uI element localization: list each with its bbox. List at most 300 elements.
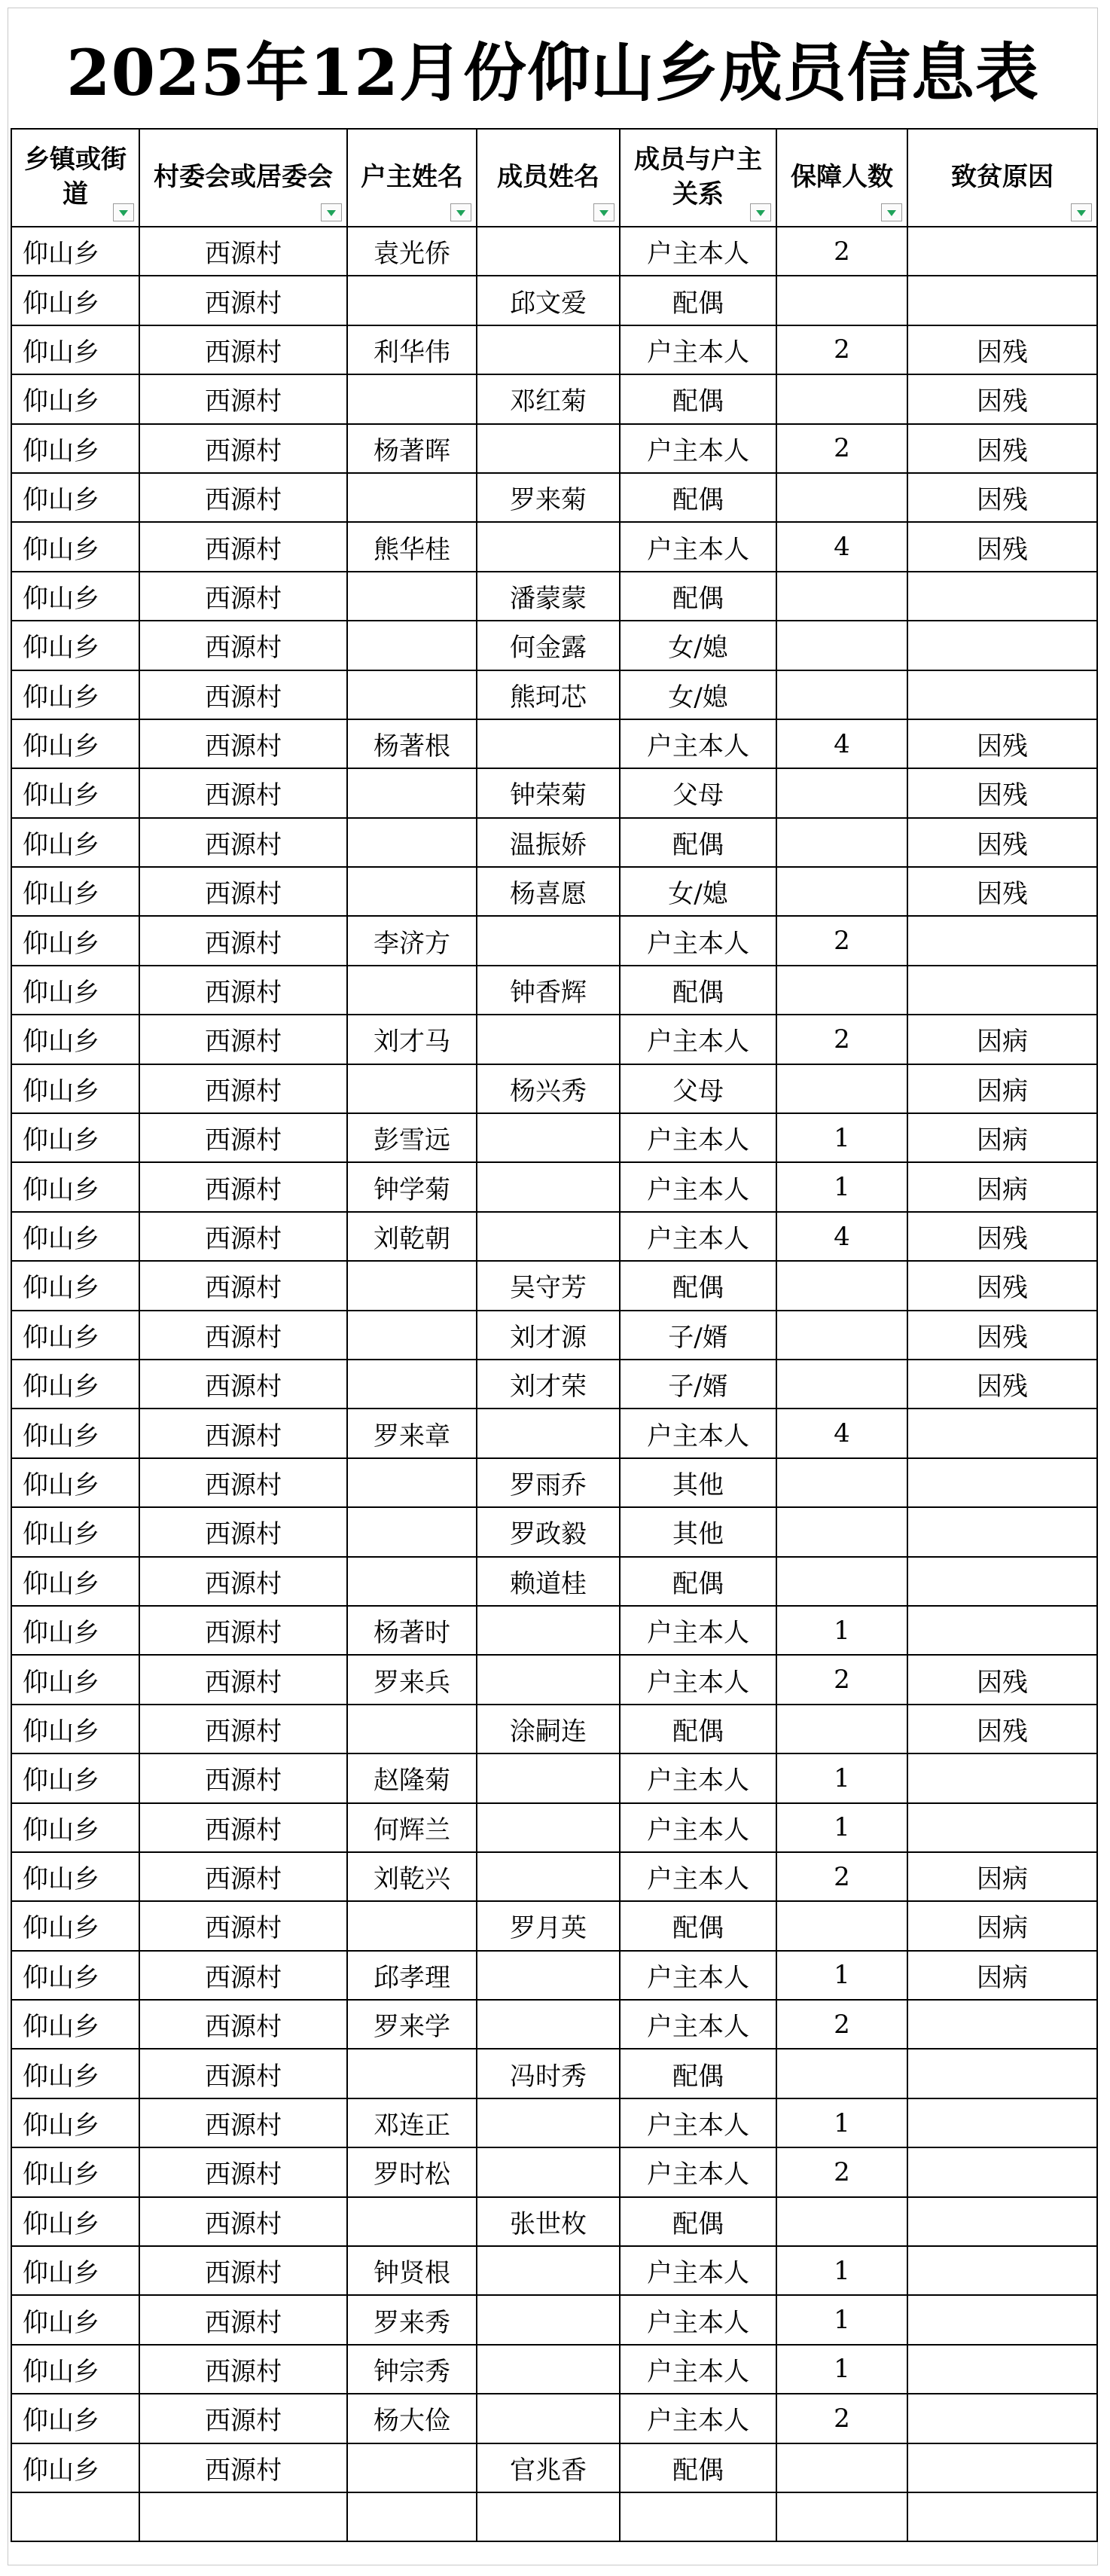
- cell-township[interactable]: 仰山乡: [11, 1507, 139, 1556]
- cell-householder[interactable]: [347, 1458, 477, 1507]
- cell-householder[interactable]: 杨著晖: [347, 424, 477, 473]
- cell-poverty-cause[interactable]: [907, 1507, 1097, 1556]
- cell-covered-count[interactable]: [776, 1705, 907, 1753]
- column-header-member[interactable]: [477, 129, 620, 227]
- cell-village[interactable]: 西源村: [139, 2295, 347, 2344]
- cell-village[interactable]: 西源村: [139, 1557, 347, 1606]
- cell-village[interactable]: 西源村: [139, 424, 347, 473]
- cell-householder[interactable]: 刘才马: [347, 1015, 477, 1064]
- cell-covered-count[interactable]: [776, 1507, 907, 1556]
- cell-relation[interactable]: 配偶: [620, 2443, 776, 2492]
- cell-village[interactable]: 西源村: [139, 2345, 347, 2394]
- cell-village[interactable]: 西源村: [139, 2098, 347, 2147]
- cell-covered-count[interactable]: [776, 768, 907, 817]
- cell-relation[interactable]: 配偶: [620, 276, 776, 325]
- cell-member[interactable]: 赖道桂: [477, 1557, 620, 1606]
- cell-township[interactable]: 仰山乡: [11, 374, 139, 423]
- cell-relation[interactable]: 户主本人: [620, 325, 776, 374]
- cell-village[interactable]: 西源村: [139, 2049, 347, 2098]
- cell-householder[interactable]: [347, 2443, 477, 2492]
- cell-covered-count[interactable]: [776, 1458, 907, 1507]
- cell-township[interactable]: 仰山乡: [11, 227, 139, 276]
- cell-poverty-cause[interactable]: 因残: [907, 473, 1097, 522]
- cell-covered-count[interactable]: 1: [776, 2295, 907, 2344]
- cell-relation[interactable]: 户主本人: [620, 2098, 776, 2147]
- cell-relation[interactable]: 户主本人: [620, 1951, 776, 2000]
- cell-householder[interactable]: [347, 670, 477, 719]
- filter-dropdown-icon[interactable]: [750, 203, 771, 221]
- cell-covered-count[interactable]: 2: [776, 1852, 907, 1901]
- cell-member[interactable]: 邓红菊: [477, 374, 620, 423]
- cell-householder[interactable]: 钟宗秀: [347, 2345, 477, 2394]
- cell-member[interactable]: [477, 1212, 620, 1261]
- cell-member[interactable]: 熊珂芯: [477, 670, 620, 719]
- cell-township[interactable]: 仰山乡: [11, 1261, 139, 1310]
- cell-member[interactable]: [477, 1951, 620, 2000]
- cell-member[interactable]: [477, 2098, 620, 2147]
- cell-covered-count[interactable]: 1: [776, 1162, 907, 1211]
- cell-relation[interactable]: 配偶: [620, 1557, 776, 1606]
- cell-relation[interactable]: 户主本人: [620, 1162, 776, 1211]
- cell-covered-count[interactable]: [776, 966, 907, 1015]
- empty-cell[interactable]: [776, 2492, 907, 2541]
- cell-township[interactable]: 仰山乡: [11, 1951, 139, 2000]
- cell-householder[interactable]: [347, 621, 477, 670]
- cell-member[interactable]: [477, 1162, 620, 1211]
- cell-poverty-cause[interactable]: [907, 1803, 1097, 1852]
- cell-township[interactable]: 仰山乡: [11, 522, 139, 571]
- empty-cell[interactable]: [139, 2492, 347, 2541]
- cell-village[interactable]: 西源村: [139, 1261, 347, 1310]
- empty-cell[interactable]: [347, 2492, 477, 2541]
- cell-householder[interactable]: 彭雪远: [347, 1113, 477, 1162]
- cell-member[interactable]: 吴守芳: [477, 1261, 620, 1310]
- cell-householder[interactable]: 利华伟: [347, 325, 477, 374]
- cell-covered-count[interactable]: [776, 1901, 907, 1950]
- column-header-covered-count[interactable]: [776, 129, 907, 227]
- cell-member[interactable]: [477, 1852, 620, 1901]
- cell-covered-count[interactable]: 2: [776, 325, 907, 374]
- cell-poverty-cause[interactable]: [907, 2000, 1097, 2049]
- cell-village[interactable]: 西源村: [139, 1901, 347, 1950]
- cell-covered-count[interactable]: 1: [776, 1606, 907, 1655]
- cell-relation[interactable]: 配偶: [620, 1705, 776, 1753]
- cell-covered-count[interactable]: [776, 2443, 907, 2492]
- column-header-village[interactable]: [139, 129, 347, 227]
- cell-member[interactable]: [477, 1655, 620, 1704]
- cell-covered-count[interactable]: [776, 818, 907, 867]
- cell-member[interactable]: [477, 1409, 620, 1457]
- cell-poverty-cause[interactable]: [907, 916, 1097, 965]
- cell-village[interactable]: 西源村: [139, 1311, 347, 1360]
- cell-member[interactable]: [477, 325, 620, 374]
- cell-covered-count[interactable]: 2: [776, 2000, 907, 2049]
- cell-covered-count[interactable]: [776, 276, 907, 325]
- cell-village[interactable]: 西源村: [139, 276, 347, 325]
- cell-poverty-cause[interactable]: 因残: [907, 1261, 1097, 1310]
- cell-village[interactable]: 西源村: [139, 1803, 347, 1852]
- cell-poverty-cause[interactable]: 因病: [907, 1852, 1097, 1901]
- cell-township[interactable]: 仰山乡: [11, 1458, 139, 1507]
- column-header-relation[interactable]: [620, 129, 776, 227]
- cell-poverty-cause[interactable]: [907, 621, 1097, 670]
- cell-poverty-cause[interactable]: [907, 966, 1097, 1015]
- cell-householder[interactable]: [347, 966, 477, 1015]
- cell-township[interactable]: 仰山乡: [11, 2197, 139, 2246]
- cell-relation[interactable]: 女/媳: [620, 621, 776, 670]
- cell-relation[interactable]: 户主本人: [620, 522, 776, 571]
- cell-covered-count[interactable]: 1: [776, 2345, 907, 2394]
- cell-village[interactable]: 西源村: [139, 916, 347, 965]
- cell-poverty-cause[interactable]: 因残: [907, 374, 1097, 423]
- cell-member[interactable]: 罗月英: [477, 1901, 620, 1950]
- cell-householder[interactable]: 何辉兰: [347, 1803, 477, 1852]
- filter-dropdown-icon[interactable]: [113, 203, 134, 221]
- cell-relation[interactable]: 户主本人: [620, 916, 776, 965]
- cell-covered-count[interactable]: 4: [776, 719, 907, 768]
- cell-village[interactable]: 西源村: [139, 621, 347, 670]
- cell-village[interactable]: 西源村: [139, 2000, 347, 2049]
- cell-householder[interactable]: 邓连正: [347, 2098, 477, 2147]
- cell-village[interactable]: 西源村: [139, 473, 347, 522]
- cell-householder[interactable]: [347, 1064, 477, 1113]
- column-header-township[interactable]: [11, 129, 139, 227]
- cell-relation[interactable]: 户主本人: [620, 1015, 776, 1064]
- cell-poverty-cause[interactable]: 因病: [907, 1015, 1097, 1064]
- cell-householder[interactable]: 杨著时: [347, 1606, 477, 1655]
- cell-township[interactable]: 仰山乡: [11, 768, 139, 817]
- cell-member[interactable]: [477, 2246, 620, 2295]
- cell-covered-count[interactable]: 1: [776, 1951, 907, 2000]
- cell-relation[interactable]: 配偶: [620, 2049, 776, 2098]
- cell-poverty-cause[interactable]: 因残: [907, 1655, 1097, 1704]
- cell-relation[interactable]: 父母: [620, 768, 776, 817]
- cell-village[interactable]: 西源村: [139, 818, 347, 867]
- cell-member[interactable]: [477, 227, 620, 276]
- cell-poverty-cause[interactable]: [907, 2246, 1097, 2295]
- cell-poverty-cause[interactable]: 因病: [907, 1951, 1097, 2000]
- cell-covered-count[interactable]: 1: [776, 2246, 907, 2295]
- cell-member[interactable]: 刘才荣: [477, 1360, 620, 1409]
- cell-covered-count[interactable]: 1: [776, 2098, 907, 2147]
- cell-member[interactable]: 杨喜愿: [477, 867, 620, 916]
- cell-relation[interactable]: 户主本人: [620, 2000, 776, 2049]
- cell-township[interactable]: 仰山乡: [11, 1409, 139, 1457]
- cell-township[interactable]: 仰山乡: [11, 1557, 139, 1606]
- cell-relation[interactable]: 其他: [620, 1458, 776, 1507]
- cell-relation[interactable]: 子/婿: [620, 1311, 776, 1360]
- cell-relation[interactable]: 户主本人: [620, 424, 776, 473]
- cell-covered-count[interactable]: [776, 1064, 907, 1113]
- cell-householder[interactable]: [347, 1557, 477, 1606]
- cell-poverty-cause[interactable]: 因残: [907, 1212, 1097, 1261]
- cell-township[interactable]: 仰山乡: [11, 1015, 139, 1064]
- cell-poverty-cause[interactable]: [907, 2098, 1097, 2147]
- cell-householder[interactable]: [347, 1360, 477, 1409]
- cell-relation[interactable]: 户主本人: [620, 1655, 776, 1704]
- cell-township[interactable]: 仰山乡: [11, 818, 139, 867]
- cell-poverty-cause[interactable]: [907, 1606, 1097, 1655]
- cell-village[interactable]: 西源村: [139, 1458, 347, 1507]
- cell-member[interactable]: [477, 1606, 620, 1655]
- cell-covered-count[interactable]: [776, 2049, 907, 2098]
- cell-member[interactable]: 罗来菊: [477, 473, 620, 522]
- cell-village[interactable]: 西源村: [139, 1212, 347, 1261]
- cell-township[interactable]: 仰山乡: [11, 2246, 139, 2295]
- cell-covered-count[interactable]: [776, 1360, 907, 1409]
- cell-householder[interactable]: [347, 1261, 477, 1310]
- cell-relation[interactable]: 女/媳: [620, 670, 776, 719]
- cell-poverty-cause[interactable]: 因残: [907, 1705, 1097, 1753]
- empty-cell[interactable]: [907, 2492, 1097, 2541]
- cell-householder[interactable]: [347, 867, 477, 916]
- cell-householder[interactable]: 钟贤根: [347, 2246, 477, 2295]
- cell-township[interactable]: 仰山乡: [11, 1064, 139, 1113]
- cell-covered-count[interactable]: [776, 1311, 907, 1360]
- filter-dropdown-icon[interactable]: [321, 203, 342, 221]
- cell-householder[interactable]: 赵隆菊: [347, 1753, 477, 1802]
- cell-village[interactable]: 西源村: [139, 572, 347, 621]
- cell-village[interactable]: 西源村: [139, 1655, 347, 1704]
- cell-village[interactable]: 西源村: [139, 719, 347, 768]
- cell-poverty-cause[interactable]: 因病: [907, 1162, 1097, 1211]
- cell-village[interactable]: 西源村: [139, 966, 347, 1015]
- cell-poverty-cause[interactable]: 因残: [907, 424, 1097, 473]
- cell-householder[interactable]: 罗来兵: [347, 1655, 477, 1704]
- cell-covered-count[interactable]: 2: [776, 916, 907, 965]
- cell-poverty-cause[interactable]: [907, 1409, 1097, 1457]
- cell-village[interactable]: 西源村: [139, 1951, 347, 2000]
- cell-poverty-cause[interactable]: [907, 1753, 1097, 1802]
- cell-householder[interactable]: [347, 276, 477, 325]
- cell-township[interactable]: 仰山乡: [11, 2049, 139, 2098]
- cell-township[interactable]: 仰山乡: [11, 2394, 139, 2443]
- cell-relation[interactable]: 户主本人: [620, 2147, 776, 2196]
- cell-member[interactable]: [477, 1015, 620, 1064]
- cell-poverty-cause[interactable]: 因残: [907, 867, 1097, 916]
- cell-relation[interactable]: 户主本人: [620, 2246, 776, 2295]
- cell-covered-count[interactable]: 4: [776, 522, 907, 571]
- column-header-householder[interactable]: [347, 129, 477, 227]
- cell-member[interactable]: [477, 2394, 620, 2443]
- cell-poverty-cause[interactable]: [907, 227, 1097, 276]
- cell-poverty-cause[interactable]: 因残: [907, 719, 1097, 768]
- cell-householder[interactable]: 罗来章: [347, 1409, 477, 1457]
- cell-relation[interactable]: 配偶: [620, 572, 776, 621]
- cell-householder[interactable]: [347, 2049, 477, 2098]
- cell-member[interactable]: [477, 522, 620, 571]
- cell-covered-count[interactable]: [776, 621, 907, 670]
- cell-poverty-cause[interactable]: [907, 2394, 1097, 2443]
- filter-dropdown-icon[interactable]: [1071, 203, 1092, 221]
- cell-member[interactable]: 刘才源: [477, 1311, 620, 1360]
- cell-township[interactable]: 仰山乡: [11, 621, 139, 670]
- cell-relation[interactable]: 父母: [620, 1064, 776, 1113]
- cell-village[interactable]: 西源村: [139, 670, 347, 719]
- cell-covered-count[interactable]: 2: [776, 2394, 907, 2443]
- cell-covered-count[interactable]: 2: [776, 424, 907, 473]
- cell-householder[interactable]: 罗时松: [347, 2147, 477, 2196]
- cell-township[interactable]: 仰山乡: [11, 916, 139, 965]
- cell-township[interactable]: 仰山乡: [11, 2345, 139, 2394]
- cell-householder[interactable]: 袁光侨: [347, 227, 477, 276]
- cell-township[interactable]: 仰山乡: [11, 719, 139, 768]
- cell-member[interactable]: 温振娇: [477, 818, 620, 867]
- cell-householder[interactable]: [347, 473, 477, 522]
- cell-covered-count[interactable]: 2: [776, 2147, 907, 2196]
- cell-relation[interactable]: 户主本人: [620, 1852, 776, 1901]
- cell-poverty-cause[interactable]: 因残: [907, 818, 1097, 867]
- cell-member[interactable]: [477, 2000, 620, 2049]
- cell-township[interactable]: 仰山乡: [11, 1753, 139, 1802]
- cell-township[interactable]: 仰山乡: [11, 1360, 139, 1409]
- cell-householder[interactable]: [347, 572, 477, 621]
- cell-township[interactable]: 仰山乡: [11, 1803, 139, 1852]
- cell-householder[interactable]: [347, 1507, 477, 1556]
- cell-poverty-cause[interactable]: [907, 2295, 1097, 2344]
- cell-township[interactable]: 仰山乡: [11, 2000, 139, 2049]
- cell-township[interactable]: 仰山乡: [11, 1901, 139, 1950]
- cell-township[interactable]: 仰山乡: [11, 473, 139, 522]
- cell-relation[interactable]: 子/婿: [620, 1360, 776, 1409]
- cell-covered-count[interactable]: 1: [776, 1803, 907, 1852]
- cell-householder[interactable]: [347, 2197, 477, 2246]
- cell-township[interactable]: 仰山乡: [11, 1705, 139, 1753]
- cell-village[interactable]: 西源村: [139, 1113, 347, 1162]
- cell-relation[interactable]: 配偶: [620, 374, 776, 423]
- cell-township[interactable]: 仰山乡: [11, 1162, 139, 1211]
- cell-village[interactable]: 西源村: [139, 867, 347, 916]
- cell-householder[interactable]: 熊华桂: [347, 522, 477, 571]
- cell-relation[interactable]: 户主本人: [620, 1113, 776, 1162]
- cell-member[interactable]: 涂嗣连: [477, 1705, 620, 1753]
- cell-covered-count[interactable]: 2: [776, 1015, 907, 1064]
- empty-cell[interactable]: [11, 2492, 139, 2541]
- cell-member[interactable]: 罗政毅: [477, 1507, 620, 1556]
- cell-relation[interactable]: 户主本人: [620, 1409, 776, 1457]
- cell-poverty-cause[interactable]: [907, 276, 1097, 325]
- cell-householder[interactable]: 刘乾兴: [347, 1852, 477, 1901]
- cell-village[interactable]: 西源村: [139, 2147, 347, 2196]
- cell-member[interactable]: [477, 719, 620, 768]
- cell-householder[interactable]: [347, 818, 477, 867]
- cell-poverty-cause[interactable]: [907, 2049, 1097, 2098]
- cell-householder[interactable]: [347, 1705, 477, 1753]
- cell-householder[interactable]: [347, 1311, 477, 1360]
- cell-township[interactable]: 仰山乡: [11, 1113, 139, 1162]
- filter-dropdown-icon[interactable]: [450, 203, 471, 221]
- cell-covered-count[interactable]: [776, 473, 907, 522]
- cell-relation[interactable]: 户主本人: [620, 719, 776, 768]
- cell-householder[interactable]: 罗来秀: [347, 2295, 477, 2344]
- cell-poverty-cause[interactable]: 因病: [907, 1901, 1097, 1950]
- cell-township[interactable]: 仰山乡: [11, 325, 139, 374]
- cell-village[interactable]: 西源村: [139, 325, 347, 374]
- cell-relation[interactable]: 配偶: [620, 966, 776, 1015]
- cell-member[interactable]: 邱文爱: [477, 276, 620, 325]
- cell-village[interactable]: 西源村: [139, 1753, 347, 1802]
- cell-member[interactable]: [477, 424, 620, 473]
- cell-township[interactable]: 仰山乡: [11, 1212, 139, 1261]
- cell-member[interactable]: [477, 2295, 620, 2344]
- cell-householder[interactable]: 邱孝理: [347, 1951, 477, 2000]
- cell-member[interactable]: [477, 1753, 620, 1802]
- cell-member[interactable]: [477, 1113, 620, 1162]
- cell-covered-count[interactable]: 1: [776, 1753, 907, 1802]
- filter-dropdown-icon[interactable]: [593, 203, 614, 221]
- cell-poverty-cause[interactable]: 因残: [907, 325, 1097, 374]
- empty-cell[interactable]: [620, 2492, 776, 2541]
- cell-township[interactable]: 仰山乡: [11, 2098, 139, 2147]
- cell-householder[interactable]: [347, 1901, 477, 1950]
- cell-township[interactable]: 仰山乡: [11, 1655, 139, 1704]
- cell-poverty-cause[interactable]: [907, 2197, 1097, 2246]
- cell-relation[interactable]: 户主本人: [620, 2394, 776, 2443]
- cell-member[interactable]: [477, 2345, 620, 2394]
- column-header-poverty-cause[interactable]: [907, 129, 1097, 227]
- cell-township[interactable]: 仰山乡: [11, 966, 139, 1015]
- cell-village[interactable]: 西源村: [139, 2246, 347, 2295]
- cell-covered-count[interactable]: 2: [776, 1655, 907, 1704]
- empty-cell[interactable]: [477, 2492, 620, 2541]
- cell-village[interactable]: 西源村: [139, 1015, 347, 1064]
- cell-village[interactable]: 西源村: [139, 768, 347, 817]
- cell-relation[interactable]: 配偶: [620, 2197, 776, 2246]
- cell-householder[interactable]: 罗来学: [347, 2000, 477, 2049]
- cell-householder[interactable]: 刘乾朝: [347, 1212, 477, 1261]
- cell-member[interactable]: 钟香辉: [477, 966, 620, 1015]
- cell-relation[interactable]: 其他: [620, 1507, 776, 1556]
- cell-householder[interactable]: [347, 768, 477, 817]
- cell-covered-count[interactable]: [776, 572, 907, 621]
- cell-covered-count[interactable]: [776, 2197, 907, 2246]
- cell-member[interactable]: 何金露: [477, 621, 620, 670]
- cell-relation[interactable]: 户主本人: [620, 2345, 776, 2394]
- cell-village[interactable]: 西源村: [139, 2443, 347, 2492]
- cell-covered-count[interactable]: [776, 1261, 907, 1310]
- cell-householder[interactable]: [347, 374, 477, 423]
- cell-covered-count[interactable]: 1: [776, 1113, 907, 1162]
- cell-householder[interactable]: 钟学菊: [347, 1162, 477, 1211]
- cell-poverty-cause[interactable]: [907, 670, 1097, 719]
- cell-township[interactable]: 仰山乡: [11, 670, 139, 719]
- cell-relation[interactable]: 配偶: [620, 1261, 776, 1310]
- cell-covered-count[interactable]: 2: [776, 227, 907, 276]
- cell-member[interactable]: 官兆香: [477, 2443, 620, 2492]
- cell-member[interactable]: 张世枚: [477, 2197, 620, 2246]
- cell-village[interactable]: 西源村: [139, 2394, 347, 2443]
- cell-township[interactable]: 仰山乡: [11, 424, 139, 473]
- cell-township[interactable]: 仰山乡: [11, 2147, 139, 2196]
- cell-poverty-cause[interactable]: 因残: [907, 522, 1097, 571]
- cell-township[interactable]: 仰山乡: [11, 276, 139, 325]
- cell-relation[interactable]: 配偶: [620, 473, 776, 522]
- cell-poverty-cause[interactable]: [907, 1557, 1097, 1606]
- cell-relation[interactable]: 户主本人: [620, 1606, 776, 1655]
- cell-covered-count[interactable]: [776, 867, 907, 916]
- cell-poverty-cause[interactable]: [907, 572, 1097, 621]
- cell-township[interactable]: 仰山乡: [11, 1311, 139, 1360]
- cell-member[interactable]: [477, 1803, 620, 1852]
- cell-relation[interactable]: 配偶: [620, 818, 776, 867]
- cell-poverty-cause[interactable]: [907, 1458, 1097, 1507]
- cell-township[interactable]: 仰山乡: [11, 2295, 139, 2344]
- cell-householder[interactable]: 杨大俭: [347, 2394, 477, 2443]
- cell-poverty-cause[interactable]: [907, 2443, 1097, 2492]
- cell-township[interactable]: 仰山乡: [11, 867, 139, 916]
- cell-poverty-cause[interactable]: 因残: [907, 1311, 1097, 1360]
- cell-poverty-cause[interactable]: [907, 2345, 1097, 2394]
